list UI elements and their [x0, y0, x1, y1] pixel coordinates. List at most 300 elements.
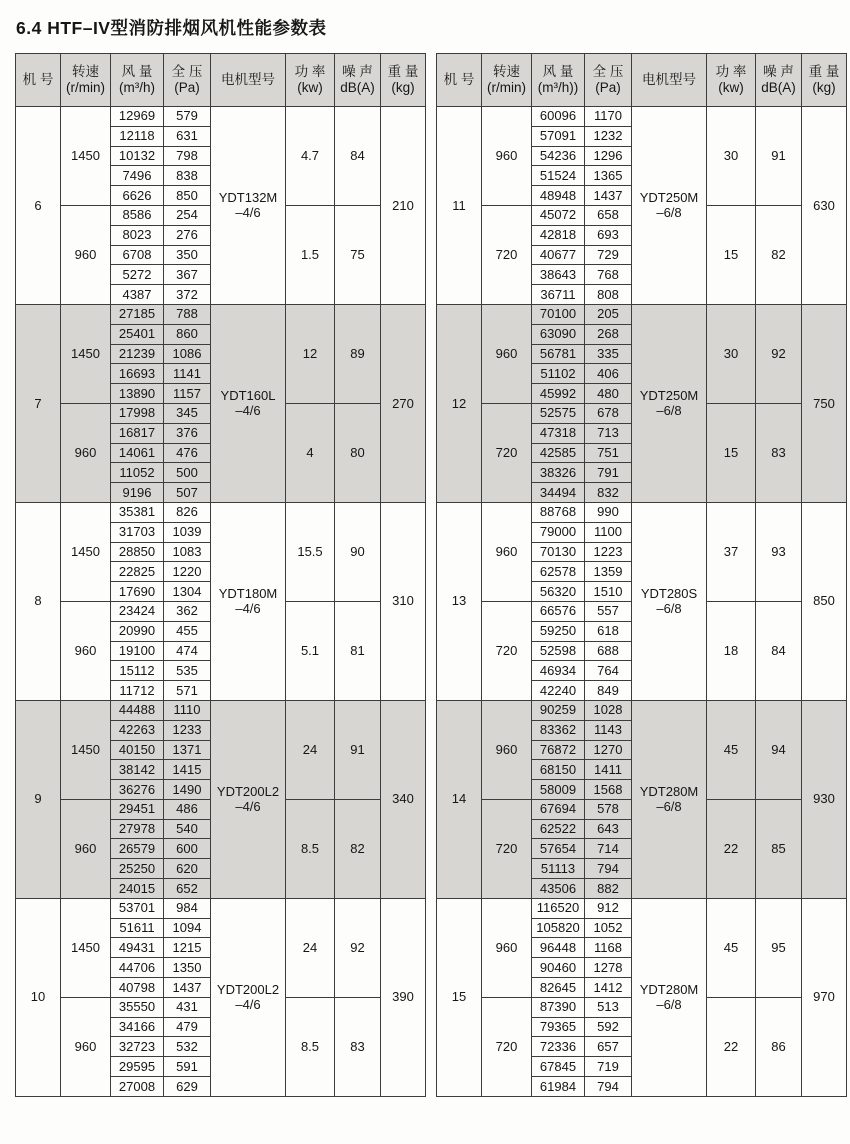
airflow-cell: 40677 [532, 245, 585, 265]
pressure-cell: 751 [585, 443, 632, 463]
pressure-cell: 719 [585, 1057, 632, 1077]
rpm-cell: 960 [482, 304, 532, 403]
pressure-cell: 826 [164, 502, 211, 522]
noise-cell: 83 [335, 997, 381, 1096]
pressure-cell: 1278 [585, 958, 632, 978]
airflow-cell: 45992 [532, 384, 585, 404]
rpm-cell: 960 [482, 700, 532, 799]
pressure-cell: 571 [164, 681, 211, 701]
pressure-cell: 1371 [164, 740, 211, 760]
pressure-cell: 1510 [585, 582, 632, 602]
header-line1: 噪 声 [763, 63, 794, 79]
power-cell: 4.7 [286, 107, 335, 206]
power-cell: 22 [707, 799, 756, 898]
airflow-cell: 68150 [532, 760, 585, 780]
power-cell: 30 [707, 107, 756, 206]
airflow-cell: 25250 [111, 859, 164, 879]
data-row [16, 700, 426, 720]
pressure-cell: 1141 [164, 364, 211, 384]
pressure-cell: 480 [585, 384, 632, 404]
pressure-cell: 513 [585, 997, 632, 1017]
power-cell: 45 [707, 700, 756, 799]
noise-cell: 84 [335, 107, 381, 206]
pressure-cell: 791 [585, 463, 632, 483]
data-row [16, 502, 426, 522]
power-cell: 15.5 [286, 502, 335, 601]
pressure-cell: 500 [164, 463, 211, 483]
airflow-cell: 6626 [111, 186, 164, 206]
motor-model-line2: –4/6 [235, 601, 261, 617]
pressure-cell: 1215 [164, 938, 211, 958]
header-cell [164, 54, 211, 107]
rpm-cell: 1450 [61, 502, 111, 601]
pressure-cell: 600 [164, 839, 211, 859]
rpm-cell: 960 [61, 403, 111, 502]
airflow-cell: 10132 [111, 146, 164, 166]
airflow-cell: 36711 [532, 285, 585, 305]
airflow-cell: 17690 [111, 582, 164, 602]
motor-model-line2: –6/8 [656, 601, 682, 617]
airflow-cell: 7496 [111, 166, 164, 186]
header-line1: 电机型号 [221, 71, 275, 87]
page [0, 15, 850, 1144]
airflow-cell: 90460 [532, 958, 585, 978]
pressure-cell: 860 [164, 324, 211, 344]
pressure-cell: 1223 [585, 542, 632, 562]
pressure-cell: 714 [585, 839, 632, 859]
pressure-cell: 1110 [164, 700, 211, 720]
pressure-cell: 455 [164, 621, 211, 641]
airflow-cell: 36276 [111, 780, 164, 800]
weight-cell: 930 [802, 700, 847, 898]
rpm-cell: 720 [482, 403, 532, 502]
airflow-cell: 62578 [532, 562, 585, 582]
header-line2: dB(A) [340, 80, 375, 95]
motor-model-line1: YDT132M [218, 189, 278, 205]
pressure-cell: 1233 [164, 720, 211, 740]
pressure-cell: 376 [164, 423, 211, 443]
pressure-cell: 794 [585, 1077, 632, 1097]
pressure-cell: 688 [585, 641, 632, 661]
header-line1: 风 量 [542, 63, 574, 79]
airflow-cell: 35381 [111, 502, 164, 522]
motor-model-line2: –4/6 [235, 997, 261, 1013]
header-row [437, 54, 847, 107]
pressure-cell: 507 [164, 483, 211, 503]
motor-cell [211, 107, 286, 305]
power-cell: 30 [707, 304, 756, 403]
header-line1: 功 率 [715, 63, 747, 79]
header-cell [437, 54, 482, 107]
noise-cell: 91 [335, 700, 381, 799]
data-row [16, 107, 426, 127]
noise-cell: 94 [756, 700, 802, 799]
pressure-cell: 591 [164, 1057, 211, 1077]
airflow-cell: 44706 [111, 958, 164, 978]
power-cell: 22 [707, 997, 756, 1096]
airflow-cell: 51113 [532, 859, 585, 879]
pressure-cell: 557 [585, 601, 632, 621]
pressure-cell: 629 [164, 1077, 211, 1097]
rpm-cell: 1450 [61, 107, 111, 206]
pressure-cell: 205 [585, 304, 632, 324]
machine-no-cell: 15 [437, 898, 482, 1096]
power-cell: 24 [286, 700, 335, 799]
fan-table-left [15, 53, 426, 1097]
weight-cell: 750 [802, 304, 847, 502]
header-cell [211, 54, 286, 107]
data-row [16, 898, 426, 918]
pressure-cell: 1350 [164, 958, 211, 978]
airflow-cell: 90259 [532, 700, 585, 720]
motor-cell [632, 700, 707, 898]
header-line2: (m³/h) [119, 80, 155, 95]
airflow-cell: 38142 [111, 760, 164, 780]
motor-model-line2: –6/8 [656, 205, 682, 221]
noise-cell: 84 [756, 601, 802, 700]
power-cell: 15 [707, 403, 756, 502]
motor-cell [211, 898, 286, 1096]
noise-cell: 85 [756, 799, 802, 898]
airflow-cell: 56320 [532, 582, 585, 602]
power-cell: 37 [707, 502, 756, 601]
power-cell: 8.5 [286, 997, 335, 1096]
pressure-cell: 1168 [585, 938, 632, 958]
data-row [16, 304, 426, 324]
pressure-cell: 849 [585, 681, 632, 701]
noise-cell: 91 [756, 107, 802, 206]
weight-cell: 340 [381, 700, 426, 898]
noise-cell: 82 [756, 205, 802, 304]
airflow-cell: 67845 [532, 1057, 585, 1077]
airflow-cell: 79365 [532, 1017, 585, 1037]
pressure-cell: 1094 [164, 918, 211, 938]
airflow-cell: 61984 [532, 1077, 585, 1097]
header-cell [482, 54, 532, 107]
airflow-cell: 62522 [532, 819, 585, 839]
airflow-cell: 38643 [532, 265, 585, 285]
pressure-cell: 618 [585, 621, 632, 641]
pressure-cell: 276 [164, 225, 211, 245]
airflow-cell: 21239 [111, 344, 164, 364]
airflow-cell: 14061 [111, 443, 164, 463]
header-line1: 转速 [493, 63, 520, 79]
power-cell: 18 [707, 601, 756, 700]
pressure-cell: 1437 [164, 978, 211, 998]
motor-model-line1: YDT180M [218, 585, 278, 601]
header-line1: 重 量 [387, 63, 419, 79]
noise-cell: 95 [756, 898, 802, 997]
airflow-cell: 51524 [532, 166, 585, 186]
airflow-cell: 4387 [111, 285, 164, 305]
power-cell: 4 [286, 403, 335, 502]
airflow-cell: 12969 [111, 107, 164, 127]
pressure-cell: 540 [164, 819, 211, 839]
rpm-cell: 960 [482, 898, 532, 997]
data-row [437, 304, 847, 324]
page-title: 6.4 HTF–IV型消防排烟风机性能参数表 [16, 18, 327, 38]
power-cell: 5.1 [286, 601, 335, 700]
pressure-cell: 1415 [164, 760, 211, 780]
pressure-cell: 794 [585, 859, 632, 879]
airflow-cell: 51102 [532, 364, 585, 384]
rpm-cell: 1450 [61, 700, 111, 799]
pressure-cell: 578 [585, 799, 632, 819]
airflow-cell: 116520 [532, 898, 585, 918]
data-row [437, 502, 847, 522]
header-cell [381, 54, 426, 107]
pressure-cell: 1232 [585, 126, 632, 146]
weight-cell: 310 [381, 502, 426, 700]
airflow-cell: 47318 [532, 423, 585, 443]
data-row [437, 898, 847, 918]
rpm-cell: 720 [482, 997, 532, 1096]
rpm-cell: 1450 [61, 898, 111, 997]
header-line2: (Pa) [595, 80, 621, 95]
header-line1: 机 号 [443, 71, 475, 87]
airflow-cell: 42240 [532, 681, 585, 701]
airflow-cell: 83362 [532, 720, 585, 740]
airflow-cell: 28850 [111, 542, 164, 562]
pressure-cell: 486 [164, 799, 211, 819]
noise-cell: 80 [335, 403, 381, 502]
pressure-cell: 1412 [585, 978, 632, 998]
airflow-cell: 57654 [532, 839, 585, 859]
pressure-cell: 1086 [164, 344, 211, 364]
airflow-cell: 11052 [111, 463, 164, 483]
airflow-cell: 42263 [111, 720, 164, 740]
rpm-cell: 960 [61, 205, 111, 304]
pressure-cell: 592 [585, 1017, 632, 1037]
pressure-cell: 1365 [585, 166, 632, 186]
header-cell [61, 54, 111, 107]
noise-cell: 83 [756, 403, 802, 502]
airflow-cell: 11712 [111, 681, 164, 701]
pressure-cell: 643 [585, 819, 632, 839]
pressure-cell: 631 [164, 126, 211, 146]
header-cell [802, 54, 847, 107]
header-cell [286, 54, 335, 107]
motor-model-line2: –4/6 [235, 205, 261, 221]
pressure-cell: 788 [164, 304, 211, 324]
fan-table-right [436, 53, 847, 1097]
airflow-cell: 16693 [111, 364, 164, 384]
machine-no-cell: 7 [16, 304, 61, 502]
airflow-cell: 32723 [111, 1037, 164, 1057]
airflow-cell: 53701 [111, 898, 164, 918]
weight-cell: 390 [381, 898, 426, 1096]
header-line2: (kw) [718, 80, 744, 95]
pressure-cell: 350 [164, 245, 211, 265]
airflow-cell: 26579 [111, 839, 164, 859]
machine-no-cell: 10 [16, 898, 61, 1096]
header-cell [335, 54, 381, 107]
airflow-cell: 49431 [111, 938, 164, 958]
pressure-cell: 1143 [585, 720, 632, 740]
pressure-cell: 1296 [585, 146, 632, 166]
pressure-cell: 1100 [585, 522, 632, 542]
pressure-cell: 535 [164, 661, 211, 681]
pressure-cell: 768 [585, 265, 632, 285]
pressure-cell: 798 [164, 146, 211, 166]
airflow-cell: 56781 [532, 344, 585, 364]
airflow-cell: 12118 [111, 126, 164, 146]
pressure-cell: 431 [164, 997, 211, 1017]
pressure-cell: 652 [164, 879, 211, 899]
pressure-cell: 808 [585, 285, 632, 305]
noise-cell: 92 [756, 304, 802, 403]
airflow-cell: 51611 [111, 918, 164, 938]
pressure-cell: 1411 [585, 760, 632, 780]
motor-model-line2: –6/8 [656, 799, 682, 815]
rpm-cell: 720 [482, 601, 532, 700]
header-cell [585, 54, 632, 107]
motor-model-line1: YDT160L [220, 387, 276, 403]
rpm-cell: 960 [482, 502, 532, 601]
pressure-cell: 882 [585, 879, 632, 899]
header-cell [632, 54, 707, 107]
airflow-cell: 105820 [532, 918, 585, 938]
pressure-cell: 620 [164, 859, 211, 879]
airflow-cell: 66576 [532, 601, 585, 621]
pressure-cell: 729 [585, 245, 632, 265]
noise-cell: 92 [335, 898, 381, 997]
motor-cell [211, 700, 286, 898]
airflow-cell: 34494 [532, 483, 585, 503]
pressure-cell: 1304 [164, 582, 211, 602]
motor-cell [632, 304, 707, 502]
rpm-cell: 1450 [61, 304, 111, 403]
header-line1: 转速 [72, 63, 99, 79]
airflow-cell: 42585 [532, 443, 585, 463]
pressure-cell: 579 [164, 107, 211, 127]
airflow-cell: 60096 [532, 107, 585, 127]
pressure-cell: 713 [585, 423, 632, 443]
pressure-cell: 912 [585, 898, 632, 918]
motor-model-line1: YDT200L2 [216, 783, 280, 799]
power-cell: 12 [286, 304, 335, 403]
motor-model-line1: YDT200L2 [216, 981, 280, 997]
airflow-cell: 76872 [532, 740, 585, 760]
pressure-cell: 1568 [585, 780, 632, 800]
pressure-cell: 532 [164, 1037, 211, 1057]
noise-cell: 93 [756, 502, 802, 601]
airflow-cell: 27008 [111, 1077, 164, 1097]
airflow-cell: 79000 [532, 522, 585, 542]
airflow-cell: 6708 [111, 245, 164, 265]
airflow-cell: 44488 [111, 700, 164, 720]
airflow-cell: 38326 [532, 463, 585, 483]
pressure-cell: 1170 [585, 107, 632, 127]
airflow-cell: 20990 [111, 621, 164, 641]
machine-no-cell: 8 [16, 502, 61, 700]
airflow-cell: 87390 [532, 997, 585, 1017]
rpm-cell: 960 [61, 799, 111, 898]
rpm-cell: 960 [482, 107, 532, 206]
header-cell [16, 54, 61, 107]
airflow-cell: 46934 [532, 661, 585, 681]
weight-cell: 210 [381, 107, 426, 305]
airflow-cell: 22825 [111, 562, 164, 582]
motor-model-line2: –4/6 [235, 799, 261, 815]
airflow-cell: 63090 [532, 324, 585, 344]
header-cell [111, 54, 164, 107]
pressure-cell: 657 [585, 1037, 632, 1057]
machine-no-cell: 6 [16, 107, 61, 305]
pressure-cell: 693 [585, 225, 632, 245]
header-line1: 全 压 [171, 63, 203, 79]
pressure-cell: 1220 [164, 562, 211, 582]
pressure-cell: 1437 [585, 186, 632, 206]
airflow-cell: 5272 [111, 265, 164, 285]
motor-model-line1: YDT250M [639, 387, 699, 403]
airflow-cell: 23424 [111, 601, 164, 621]
data-row [437, 700, 847, 720]
header-cell [756, 54, 802, 107]
noise-cell: 86 [756, 997, 802, 1096]
airflow-cell: 72336 [532, 1037, 585, 1057]
motor-model-line1: YDT280M [639, 981, 699, 997]
airflow-cell: 42818 [532, 225, 585, 245]
pressure-cell: 268 [585, 324, 632, 344]
pressure-cell: 850 [164, 186, 211, 206]
airflow-cell: 16817 [111, 423, 164, 443]
header-line2: dB(A) [761, 80, 796, 95]
header-line1: 重 量 [808, 63, 840, 79]
motor-model-line2: –6/8 [656, 997, 682, 1013]
airflow-cell: 27185 [111, 304, 164, 324]
header-line2: (kw) [297, 80, 323, 95]
power-cell: 15 [707, 205, 756, 304]
header-line1: 噪 声 [342, 63, 373, 79]
machine-no-cell: 12 [437, 304, 482, 502]
pressure-cell: 479 [164, 1017, 211, 1037]
header-line1: 风 量 [121, 63, 153, 79]
airflow-cell: 59250 [532, 621, 585, 641]
header-line2: (kg) [391, 80, 415, 95]
header-line1: 机 号 [22, 71, 54, 87]
airflow-cell: 29451 [111, 799, 164, 819]
power-cell: 8.5 [286, 799, 335, 898]
header-line1: 电机型号 [642, 71, 696, 87]
airflow-cell: 35550 [111, 997, 164, 1017]
pressure-cell: 1083 [164, 542, 211, 562]
pressure-cell: 838 [164, 166, 211, 186]
pressure-cell: 372 [164, 285, 211, 305]
pressure-cell: 335 [585, 344, 632, 364]
airflow-cell: 88768 [532, 502, 585, 522]
header-row [16, 54, 426, 107]
pressure-cell: 984 [164, 898, 211, 918]
noise-cell: 89 [335, 304, 381, 403]
data-row [437, 107, 847, 127]
weight-cell: 850 [802, 502, 847, 700]
airflow-cell: 25401 [111, 324, 164, 344]
airflow-cell: 15112 [111, 661, 164, 681]
header-line2: (r/min) [487, 80, 526, 95]
pressure-cell: 1052 [585, 918, 632, 938]
motor-model-line1: YDT250M [639, 189, 699, 205]
noise-cell: 82 [335, 799, 381, 898]
airflow-cell: 31703 [111, 522, 164, 542]
motor-model-line1: YDT280S [640, 585, 698, 601]
weight-cell: 270 [381, 304, 426, 502]
motor-cell [211, 304, 286, 502]
airflow-cell: 96448 [532, 938, 585, 958]
airflow-cell: 27978 [111, 819, 164, 839]
motor-cell [632, 502, 707, 700]
pressure-cell: 1270 [585, 740, 632, 760]
